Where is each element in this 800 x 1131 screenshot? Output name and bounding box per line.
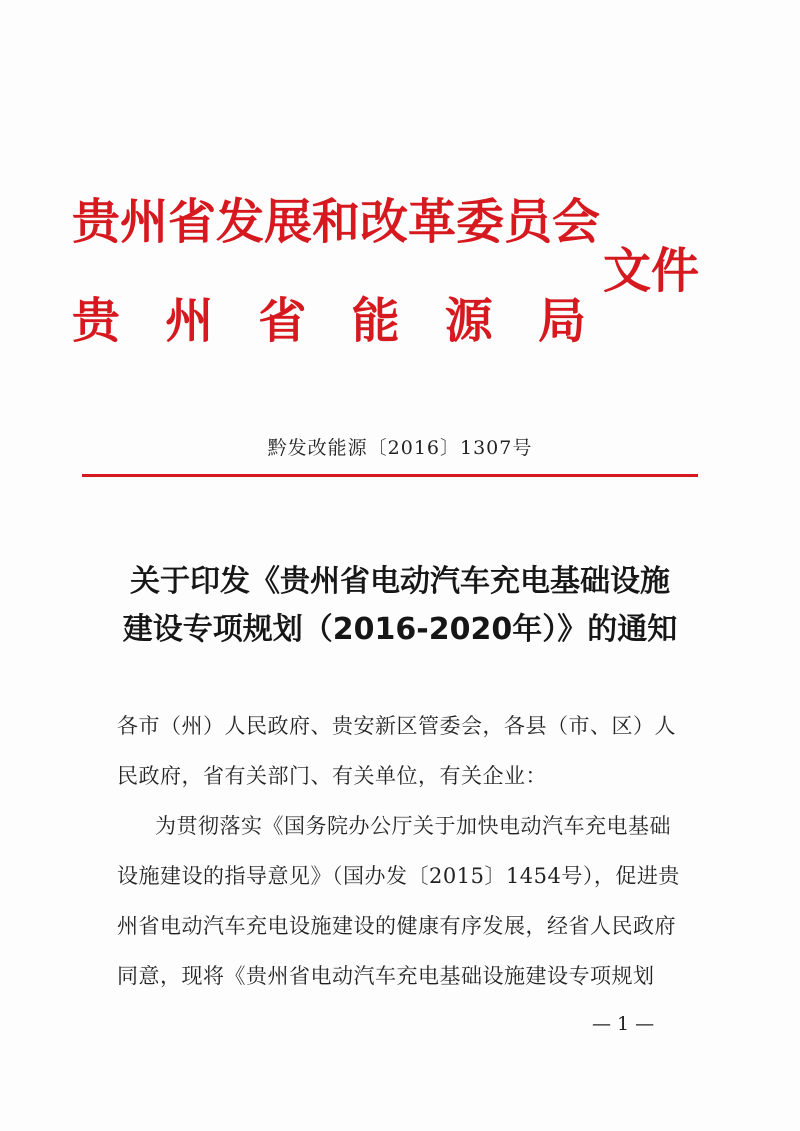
issuer-line-2-char: 能 [351, 293, 400, 349]
document-type-label: 文件 [603, 243, 700, 299]
issuer-line-2-char: 贵 [72, 293, 121, 349]
body-text-line: 设施建设的指导意见》（国办发〔2015〕1454号），促进贵 [117, 864, 680, 888]
issuer-line-2 [72, 282, 586, 351]
issuer-line-2-char: 州 [165, 293, 214, 349]
body-text-line: 州省电动汽车充电设施建设的健康有序发展，经省人民政府 [117, 914, 676, 938]
document-title-line-1: 关于印发《贵州省电动汽车充电基础设施 [130, 564, 670, 599]
issuer-line-2-char: 源 [444, 293, 493, 349]
issuer-line-2-char: 省 [258, 293, 307, 349]
body-text-line: 各市（州）人民政府、贵安新区管委会，各县（市、区）人 [117, 714, 676, 738]
red-divider-line [82, 474, 698, 477]
issuer-line-1: 贵州省发展和改革委员会 [72, 194, 601, 250]
body-text-line: 为贯彻落实《国务院办公厅关于加快电动汽车充电基础 [155, 814, 671, 838]
document-title-line-2: 建设专项规划（2016-2020年）》的通知 [122, 612, 678, 647]
body-text-line: 民政府，省有关部门、有关单位，有关企业： [117, 764, 547, 788]
issuer-line-2-char: 局 [537, 293, 586, 349]
document-number: 黔发改能源〔2016〕1307号 [267, 437, 533, 459]
page-number: — 1 — [592, 1013, 655, 1035]
body-text-line: 同意，现将《贵州省电动汽车充电基础设施建设专项规划 [117, 964, 655, 988]
